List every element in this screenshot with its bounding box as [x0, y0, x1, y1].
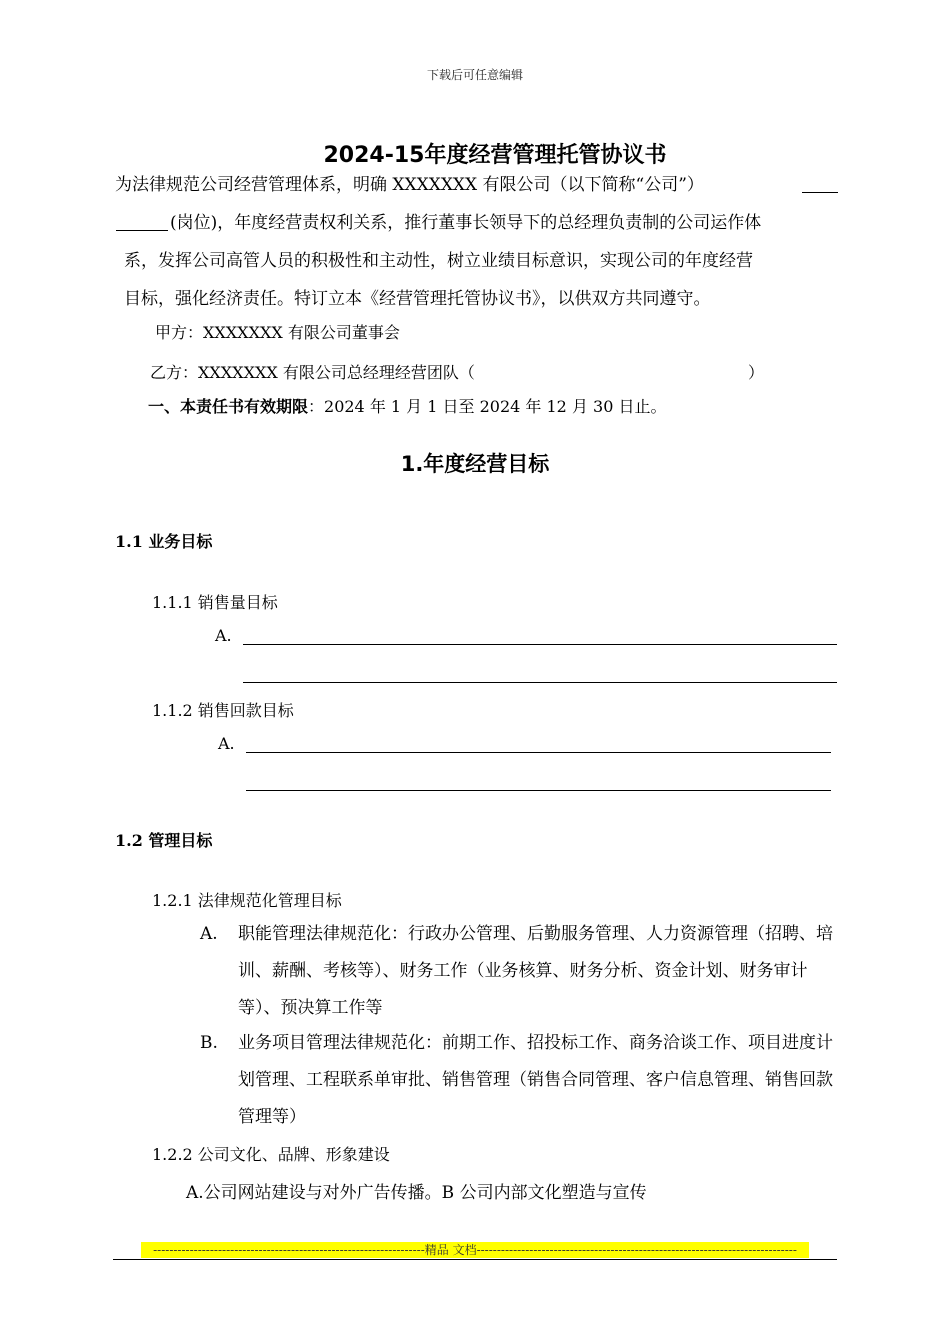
- heading-1-2: 1.2 管理目标: [115, 831, 213, 850]
- item-marker-a: A.: [200, 924, 218, 944]
- heading-1-1-2: 1.1.2 销售回款目标: [152, 701, 294, 720]
- blank-line: [802, 192, 838, 193]
- party-b-close: ）: [748, 363, 765, 382]
- fill-line: [246, 790, 831, 791]
- heading-1-1-1: 1.1.1 销售量目标: [152, 593, 278, 612]
- document-title: 2024-15年度经营管理托管协议书: [323, 143, 667, 168]
- item-marker-a: A.: [218, 734, 235, 753]
- footer-rule: [113, 1259, 837, 1260]
- heading-1-1: 1.1 业务目标: [115, 532, 213, 551]
- intro-line-4: 目标，强化经济责任。特订立本《经营管理托管协议书》，以供双方共同遵守。: [124, 289, 711, 309]
- item-marker-a: A.: [215, 626, 232, 645]
- header-note: 下载后可任意编辑: [426, 68, 523, 82]
- intro-line-2: (岗位)，年度经营责权利关系，推行董事长领导下的总经理负责制的公司运作体: [170, 213, 762, 233]
- intro-line-1: 为法律规范公司经营管理体系，明确 XXXXXXX 有限公司（以下简称“公司”）: [115, 175, 704, 195]
- section-heading-1: 1.年度经营目标: [400, 452, 550, 476]
- heading-1-2-1: 1.2.1 法律规范化管理目标: [152, 891, 342, 910]
- culture-text: A.公司网站建设与对外广告传播。B 公司内部文化塑造与宣传: [186, 1183, 647, 1203]
- fill-line: [243, 682, 837, 683]
- intro-line-3: 系，发挥公司高管人员的积极性和主动性，树立业绩目标意识，实现公司的年度经营: [124, 251, 753, 271]
- party-b: 乙方：XXXXXXX 有限公司总经理经营团队（: [150, 363, 475, 382]
- term-line: [148, 394, 666, 417]
- item-a-text: 职能管理法律规范化：行政办公管理、后勤服务管理、人力资源管理（招聘、培训、薪酬、考核等）、财务工作（业务核算、财务分析、资金计划、财务审计等）、预决算工作等: [238, 924, 833, 1018]
- blank-line: [116, 230, 168, 231]
- fill-line: [243, 644, 837, 645]
- heading-1-2-2: 1.2.2 公司文化、品牌、形象建设: [152, 1145, 390, 1164]
- fill-line: [246, 752, 831, 753]
- term-label: 一、本责任书有效期限: [148, 397, 309, 416]
- party-a: 甲方：XXXXXXX 有限公司董事会: [155, 323, 400, 342]
- item-marker-b: B.: [200, 1033, 218, 1053]
- footer-banner: -------------------------------------------------------------------精品 文档-------------------------------------------------------------------------------: [141, 1242, 809, 1258]
- term-text: ：2024 年 1 月 1 日至 2024 年 12 月 30 日止。: [308, 397, 667, 416]
- item-b-text: 业务项目管理法律规范化：前期工作、招投标工作、商务洽谈工作、项目进度计划管理、工程联系单审批、销售管理（销售合同管理、客户信息管理、销售回款管理等）: [238, 1033, 833, 1127]
